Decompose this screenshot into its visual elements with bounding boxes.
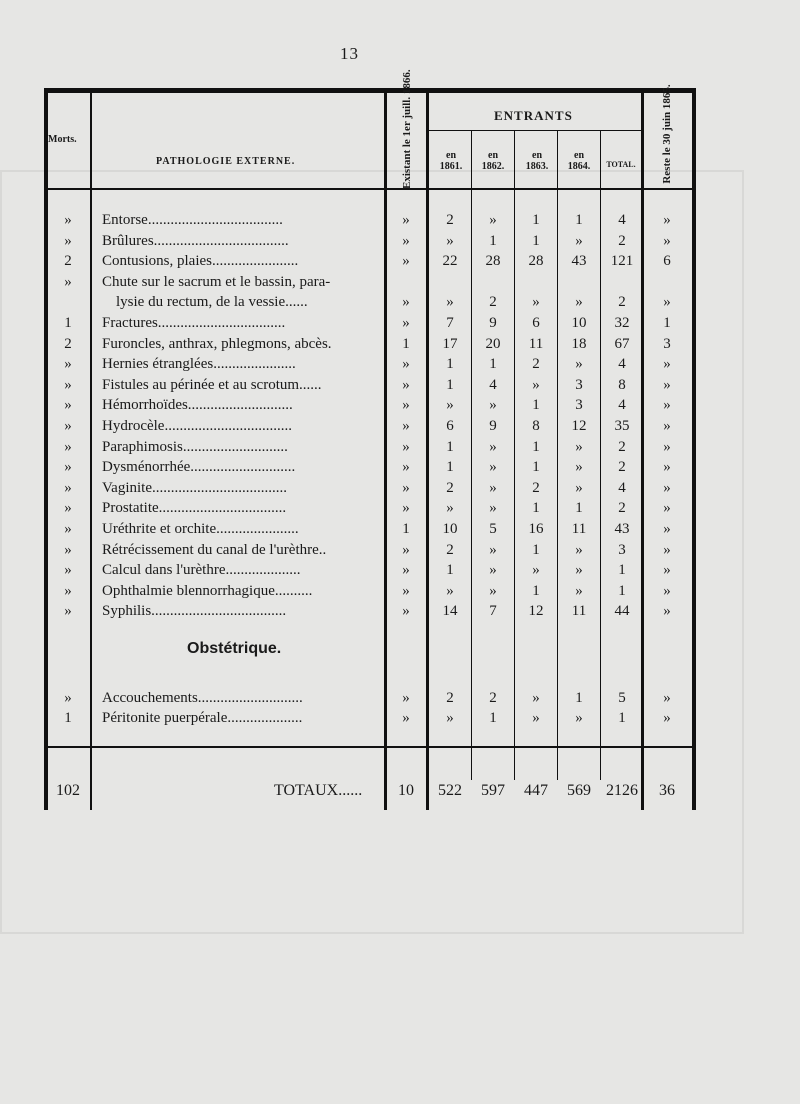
cell-y1864: 10 bbox=[571, 315, 587, 331]
cell-y1861: 2 bbox=[446, 690, 454, 706]
cell-y1864: 1 bbox=[575, 500, 583, 517]
cell-existing: » bbox=[402, 479, 410, 496]
cell-remaining: » bbox=[663, 479, 671, 496]
cell-y1862: 2 bbox=[489, 294, 497, 311]
totals-1861: 522 bbox=[438, 782, 462, 799]
cell-remaining: 1 bbox=[663, 315, 671, 331]
cell-label: Calcul dans l'urèthre.................... bbox=[102, 562, 301, 579]
cell-y1862: » bbox=[489, 438, 497, 455]
cell-existing: » bbox=[402, 582, 410, 599]
cell-y1864: 11 bbox=[571, 603, 587, 620]
totals-1863: 447 bbox=[524, 782, 548, 799]
table-row bbox=[44, 601, 696, 621]
cell-y1861: 2 bbox=[446, 212, 454, 228]
cell-y1862: » bbox=[489, 479, 497, 496]
cell-y1861: 7 bbox=[446, 315, 454, 331]
cell-y1861: » bbox=[446, 397, 454, 414]
cell-y1861: 1 bbox=[446, 376, 454, 393]
header-rule bbox=[44, 188, 696, 190]
cell-existing: » bbox=[402, 690, 410, 706]
cell-y1861: 17 bbox=[442, 335, 458, 352]
cell-label: Dysménorrhée............................ bbox=[102, 459, 296, 476]
totals-rule bbox=[44, 746, 696, 748]
table-row bbox=[44, 560, 696, 580]
cell-deaths: » bbox=[64, 273, 72, 290]
cell-y1861: » bbox=[446, 710, 454, 726]
table-row bbox=[44, 210, 696, 230]
cell-total: 43 bbox=[614, 521, 630, 537]
table-row bbox=[44, 354, 696, 374]
cell-deaths: » bbox=[64, 356, 72, 373]
table-row bbox=[44, 457, 696, 477]
cell-deaths: » bbox=[64, 603, 72, 620]
cell-y1862: » bbox=[489, 582, 497, 599]
cell-y1864: » bbox=[575, 459, 583, 476]
cell-y1863: 1 bbox=[532, 438, 540, 455]
cell-total: 2 bbox=[618, 232, 626, 249]
cell-remaining: » bbox=[663, 562, 671, 579]
cell-remaining: » bbox=[663, 418, 671, 434]
cell-existing: 1 bbox=[402, 335, 410, 352]
cell-total: 2 bbox=[618, 294, 626, 311]
cell-label: Hydrocèle.................................. bbox=[102, 418, 292, 434]
cell-existing: » bbox=[402, 603, 410, 620]
cell-total: 8 bbox=[618, 376, 626, 393]
cell-y1862: 9 bbox=[489, 418, 497, 434]
deaths-header: Morts. bbox=[48, 134, 77, 145]
cell-existing: » bbox=[402, 212, 410, 228]
cell-deaths: 2 bbox=[64, 335, 72, 352]
cell-label: Ophthalmie blennorrhagique.......... bbox=[102, 582, 313, 599]
table-row bbox=[44, 478, 696, 498]
cell-total: 3 bbox=[618, 541, 626, 558]
cell-remaining: 3 bbox=[663, 335, 671, 352]
cell-existing: » bbox=[402, 253, 410, 270]
cell-existing: » bbox=[402, 294, 410, 311]
cell-deaths: » bbox=[64, 690, 72, 706]
table-row bbox=[44, 395, 696, 415]
totals-existing: 10 bbox=[398, 782, 414, 799]
cell-remaining: » bbox=[663, 582, 671, 599]
cell-label: Accouchements............................ bbox=[102, 690, 303, 706]
totals-label: TOTAUX...... bbox=[274, 782, 363, 799]
cell-label: Paraphimosis............................ bbox=[102, 438, 288, 455]
cell-label: Hernies étranglées...................... bbox=[102, 356, 296, 373]
cell-total: 44 bbox=[614, 603, 630, 620]
cell-deaths: » bbox=[64, 459, 72, 476]
cell-label: Hémorrhoïdes............................ bbox=[102, 397, 293, 414]
cell-total: 2 bbox=[618, 500, 626, 517]
cell-label: Vaginite.................................... bbox=[102, 479, 287, 496]
cell-y1864: 3 bbox=[575, 397, 583, 414]
total-header: TOTAL. bbox=[606, 160, 636, 169]
cell-label: Prostatite.................................. bbox=[102, 500, 287, 517]
cell-deaths: » bbox=[64, 479, 72, 496]
table-row bbox=[44, 292, 696, 312]
cell-y1862: 1 bbox=[489, 232, 497, 249]
cell-y1864: 3 bbox=[575, 376, 583, 393]
cell-remaining: » bbox=[663, 603, 671, 620]
cell-y1861: » bbox=[446, 232, 454, 249]
cell-y1863: 1 bbox=[532, 397, 540, 414]
totals-total: 2126 bbox=[606, 782, 638, 799]
cell-existing: » bbox=[402, 459, 410, 476]
totals-row bbox=[44, 780, 696, 802]
cell-deaths: 2 bbox=[64, 253, 72, 270]
table-row bbox=[44, 581, 696, 601]
cell-y1863: 1 bbox=[532, 582, 540, 599]
cell-total: 67 bbox=[614, 335, 630, 352]
cell-remaining: » bbox=[663, 397, 671, 414]
table-row bbox=[44, 540, 696, 560]
cell-deaths: » bbox=[64, 397, 72, 414]
cell-y1864: 12 bbox=[571, 418, 587, 434]
cell-y1863: 2 bbox=[532, 356, 540, 373]
table-row bbox=[44, 313, 696, 333]
cell-existing: » bbox=[402, 397, 410, 414]
totals-1862: 597 bbox=[481, 782, 505, 799]
cell-y1863: 1 bbox=[532, 541, 540, 558]
cell-existing: » bbox=[402, 356, 410, 373]
cell-y1863: 2 bbox=[532, 479, 540, 496]
cell-y1862: » bbox=[489, 541, 497, 558]
category-header: PATHOLOGIE EXTERNE. bbox=[156, 156, 296, 167]
statistics-table bbox=[44, 69, 696, 808]
cell-y1864: » bbox=[575, 582, 583, 599]
cell-y1864: » bbox=[575, 479, 583, 496]
totals-1864: 569 bbox=[567, 782, 591, 799]
cell-y1861: 10 bbox=[442, 521, 458, 537]
cell-y1861: » bbox=[446, 500, 454, 517]
cell-label: Fistules au périnée et au scrotum...... bbox=[102, 376, 322, 393]
cell-y1862: » bbox=[489, 397, 497, 414]
cell-y1864: » bbox=[575, 438, 583, 455]
cell-y1861: 1 bbox=[446, 562, 454, 579]
cell-y1862: 9 bbox=[489, 315, 497, 331]
cell-deaths: » bbox=[64, 541, 72, 558]
remaining-header: Reste le 30 juin 1865. bbox=[661, 84, 673, 184]
cell-y1861: 2 bbox=[446, 541, 454, 558]
cell-existing: » bbox=[402, 541, 410, 558]
cell-y1864: 43 bbox=[571, 253, 587, 270]
table-row bbox=[44, 375, 696, 395]
cell-deaths: » bbox=[64, 212, 72, 228]
cell-total: 121 bbox=[610, 253, 634, 270]
cell-y1863: » bbox=[532, 562, 540, 579]
cell-y1862: 20 bbox=[485, 335, 501, 352]
cell-label: Syphilis.................................... bbox=[102, 603, 287, 620]
cell-y1863: 6 bbox=[532, 315, 540, 331]
cell-y1861: 1 bbox=[446, 438, 454, 455]
cell-y1864: » bbox=[575, 356, 583, 373]
cell-deaths: » bbox=[64, 418, 72, 434]
table-row bbox=[44, 708, 696, 728]
cell-existing: » bbox=[402, 232, 410, 249]
year-1863-header: en 1863. bbox=[525, 150, 549, 172]
cell-total: 35 bbox=[614, 418, 630, 434]
cell-existing: » bbox=[402, 376, 410, 393]
table-row bbox=[44, 251, 696, 271]
cell-existing: » bbox=[402, 500, 410, 517]
year-1864-header: en 1864. bbox=[567, 150, 591, 172]
obstetrics-title: Obstétrique. bbox=[187, 640, 282, 657]
cell-y1861: 2 bbox=[446, 479, 454, 496]
cell-total: 2 bbox=[618, 438, 626, 455]
cell-deaths: » bbox=[64, 376, 72, 393]
cell-total: 32 bbox=[614, 315, 630, 331]
cell-y1861: 1 bbox=[446, 459, 454, 476]
cell-y1864: » bbox=[575, 710, 583, 726]
cell-label: Contusions, plaies....................... bbox=[102, 253, 299, 270]
cell-y1863: 1 bbox=[532, 459, 540, 476]
cell-label: Péritonite puerpérale.................... bbox=[102, 710, 303, 726]
cell-y1863: 12 bbox=[528, 603, 544, 620]
cell-total: 1 bbox=[618, 562, 626, 579]
cell-y1862: 5 bbox=[489, 521, 497, 537]
cell-y1863: » bbox=[532, 690, 540, 706]
cell-y1862: 28 bbox=[485, 253, 501, 270]
cell-y1863: 28 bbox=[528, 253, 544, 270]
cell-y1864: 18 bbox=[571, 335, 587, 352]
cell-total: 4 bbox=[618, 356, 626, 373]
cell-total: 1 bbox=[618, 582, 626, 599]
entrants-rule bbox=[429, 130, 641, 131]
cell-label: Brûlures.................................... bbox=[102, 232, 289, 249]
cell-y1861: » bbox=[446, 294, 454, 311]
cell-label: Uréthrite et orchite...................... bbox=[102, 521, 299, 537]
totals-remaining: 36 bbox=[659, 782, 675, 799]
cell-y1862: » bbox=[489, 212, 497, 228]
cell-y1863: 8 bbox=[532, 418, 540, 434]
year-1861-header: en 1861. bbox=[439, 150, 463, 172]
cell-total: 4 bbox=[618, 479, 626, 496]
cell-existing: » bbox=[402, 438, 410, 455]
cell-y1864: 1 bbox=[575, 212, 583, 228]
cell-y1864: » bbox=[575, 541, 583, 558]
cell-total: 2 bbox=[618, 459, 626, 476]
cell-remaining: » bbox=[663, 376, 671, 393]
cell-remaining: 6 bbox=[663, 253, 671, 270]
cell-deaths: » bbox=[64, 562, 72, 579]
cell-y1862: 1 bbox=[489, 356, 497, 373]
cell-remaining: » bbox=[663, 232, 671, 249]
cell-label: Fractures.................................. bbox=[102, 315, 286, 331]
cell-y1862: 2 bbox=[489, 690, 497, 706]
cell-y1863: » bbox=[532, 376, 540, 393]
cell-remaining: » bbox=[663, 690, 671, 706]
cell-y1864: » bbox=[575, 294, 583, 311]
table-top-rule bbox=[44, 88, 696, 93]
cell-y1862: » bbox=[489, 562, 497, 579]
cell-remaining: » bbox=[663, 356, 671, 373]
cell-deaths: 1 bbox=[64, 315, 72, 331]
cell-y1861: » bbox=[446, 582, 454, 599]
cell-y1861: 6 bbox=[446, 418, 454, 434]
cell-deaths: » bbox=[64, 500, 72, 517]
cell-existing: » bbox=[402, 315, 410, 331]
cell-y1861: 1 bbox=[446, 356, 454, 373]
cell-label: Furoncles, anthrax, phlegmons, abcès. bbox=[102, 335, 332, 352]
cell-existing: 1 bbox=[402, 521, 410, 537]
cell-deaths: » bbox=[64, 521, 72, 537]
cell-y1863: 1 bbox=[532, 212, 540, 228]
cell-y1863: 1 bbox=[532, 232, 540, 249]
cell-total: 4 bbox=[618, 397, 626, 414]
existing-header: Existant le 1er juill. 1866. bbox=[401, 69, 413, 189]
cell-y1861: 14 bbox=[442, 603, 458, 620]
cell-label: lysie du rectum, de la vessie...... bbox=[116, 294, 308, 311]
cell-deaths: » bbox=[64, 232, 72, 249]
cell-y1864: » bbox=[575, 232, 583, 249]
cell-remaining: » bbox=[663, 500, 671, 517]
cell-y1863: » bbox=[532, 294, 540, 311]
year-1862-header: en 1862. bbox=[481, 150, 505, 172]
cell-y1863: 16 bbox=[528, 521, 544, 537]
cell-deaths: » bbox=[64, 582, 72, 599]
cell-label: Chute sur le sacrum et le bassin, para- bbox=[102, 273, 331, 290]
cell-y1862: 1 bbox=[489, 710, 497, 726]
cell-total: 1 bbox=[618, 710, 626, 726]
cell-total: 5 bbox=[618, 690, 626, 706]
cell-label: Entorse.................................... bbox=[102, 212, 283, 228]
cell-y1862: 7 bbox=[489, 603, 497, 620]
cell-existing: » bbox=[402, 562, 410, 579]
cell-y1863: » bbox=[532, 710, 540, 726]
table-row bbox=[44, 416, 696, 436]
cell-total: 4 bbox=[618, 212, 626, 228]
cell-remaining: » bbox=[663, 710, 671, 726]
cell-remaining: » bbox=[663, 521, 671, 537]
cell-deaths: » bbox=[64, 438, 72, 455]
table-row bbox=[44, 688, 696, 708]
cell-remaining: » bbox=[663, 294, 671, 311]
cell-y1862: 4 bbox=[489, 376, 497, 393]
table-row bbox=[44, 231, 696, 251]
table-row bbox=[44, 437, 696, 457]
table-row bbox=[44, 334, 696, 354]
table-row bbox=[44, 272, 696, 292]
cell-y1863: 1 bbox=[532, 500, 540, 517]
cell-y1864: 11 bbox=[571, 521, 587, 537]
table-row bbox=[44, 519, 696, 539]
cell-remaining: » bbox=[663, 459, 671, 476]
cell-remaining: » bbox=[663, 541, 671, 558]
cell-y1862: » bbox=[489, 500, 497, 517]
cell-y1864: » bbox=[575, 562, 583, 579]
cell-label: Rétrécissement du canal de l'urèthre.. bbox=[102, 541, 327, 558]
cell-remaining: » bbox=[663, 212, 671, 228]
cell-y1862: » bbox=[489, 459, 497, 476]
incoming-header: ENTRANTS bbox=[494, 108, 573, 123]
cell-y1863: 11 bbox=[528, 335, 544, 352]
cell-deaths: 1 bbox=[64, 710, 72, 726]
page-number: 13 bbox=[340, 44, 359, 63]
cell-existing: » bbox=[402, 418, 410, 434]
cell-remaining: » bbox=[663, 438, 671, 455]
totals-deaths: 102 bbox=[56, 782, 80, 799]
cell-existing: » bbox=[402, 710, 410, 726]
cell-y1861: 22 bbox=[442, 253, 458, 270]
table-row bbox=[44, 498, 696, 518]
cell-y1864: 1 bbox=[575, 690, 583, 706]
